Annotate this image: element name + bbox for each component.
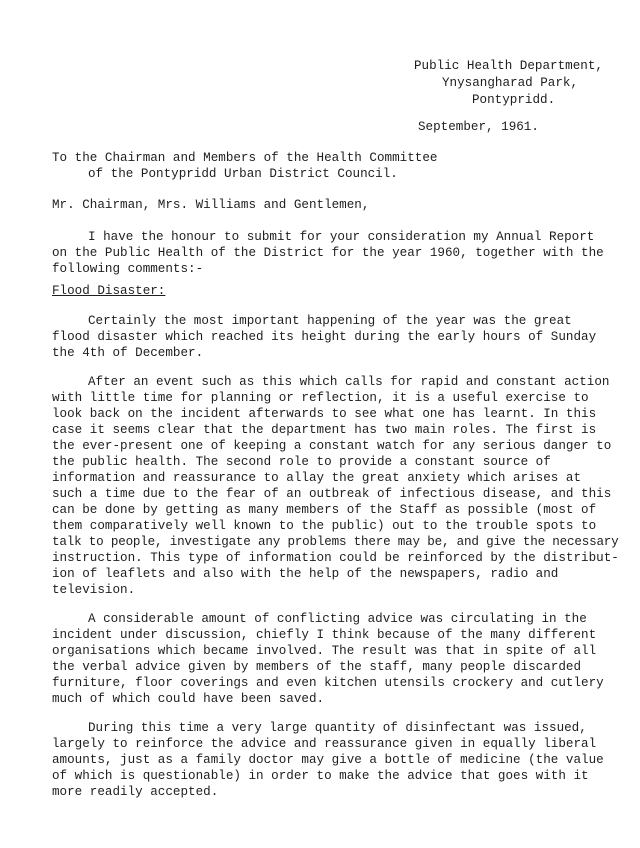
paragraph-line: flood disaster which reached its height during the early hours of Sunday [52, 330, 597, 344]
paragraph-line: talk to people, investigate any problems there may be, and give the necessary [52, 535, 619, 549]
paragraph-line: can be done by getting as many members of the Staff as possible (most of [52, 503, 597, 517]
intro-line: following comments:- [52, 262, 204, 276]
paragraph-line: of which is questionable) in order to make the advice that goes with it [52, 769, 589, 783]
salutation: Mr. Chairman, Mrs. Williams and Gentlemen, [52, 198, 370, 212]
intro-line: I have the honour to submit for your consideration my Annual Report [88, 230, 595, 244]
paragraph-line: furniture, floor coverings and even kitchen utensils crockery and cutlery [52, 676, 604, 690]
paragraph-line: After an event such as this which calls for rapid and constant action [88, 375, 610, 389]
paragraph-line: case it seems clear that the department has two main roles. The first is [52, 423, 597, 437]
paragraph-line: information and reassurance to allay the great anxiety which arises at [52, 471, 582, 485]
paragraph-line: the verbal advice given by members of the staff, many people discarded [52, 660, 582, 674]
paragraph-line: them comparatively well known to the public) out to the trouble spots to [52, 519, 597, 533]
paragraph-line: the ever-present one of keeping a constant watch for any serious danger to [52, 439, 612, 453]
paragraph-line: A considerable amount of conflicting advice was circulating in the [88, 612, 587, 626]
address-line-1: Public Health Department, [414, 59, 603, 73]
recipient-line-2: of the Pontypridd Urban District Council. [88, 167, 398, 181]
recipient-line-1: To the Chairman and Members of the Health Committee [52, 151, 438, 165]
paragraph-line: largely to reinforce the advice and reassurance given in equally liberal [52, 737, 597, 751]
paragraph-line: Certainly the most important happening of the year was the great [88, 314, 572, 328]
paragraph-line: instruction. This type of information could be reinforced by the distribut- [52, 551, 619, 565]
paragraph-line: amounts, just as a family doctor may give a bottle of medicine (the value [52, 753, 604, 767]
paragraph-line: much of which could have been saved. [52, 692, 325, 706]
paragraph-line: such a time due to the fear of an outbreak of infectious disease, and this [52, 487, 612, 501]
address-line-2: Ynysangharad Park, [442, 76, 579, 90]
paragraph-line: the 4th of December. [52, 346, 204, 360]
paragraph-line: with little time for planning or reflection, it is a useful exercise to [52, 391, 589, 405]
paragraph-line: look back on the incident afterwards to see what one has learnt. In this [52, 407, 597, 421]
paragraph-line: more readily accepted. [52, 785, 219, 799]
letter-date: September, 1961. [418, 120, 539, 134]
paragraph-line: the public health. The second role to provide a constant source of [52, 455, 551, 469]
intro-line: on the Public Health of the District for the year 1960, together with the [52, 246, 604, 260]
paragraph-line: During this time a very large quantity of disinfectant was issued, [88, 721, 587, 735]
paragraph-line: ion of leaflets and also with the help of the newspapers, radio and [52, 567, 559, 581]
paragraph-line: television. [52, 583, 136, 597]
section-heading: Flood Disaster: [52, 284, 166, 298]
address-line-3: Pontypridd. [472, 93, 556, 107]
paragraph-line: organisations which became involved. The result was that in spite of all [52, 644, 597, 658]
paragraph-line: incident under discussion, chiefly I think because of the many different [52, 628, 597, 642]
